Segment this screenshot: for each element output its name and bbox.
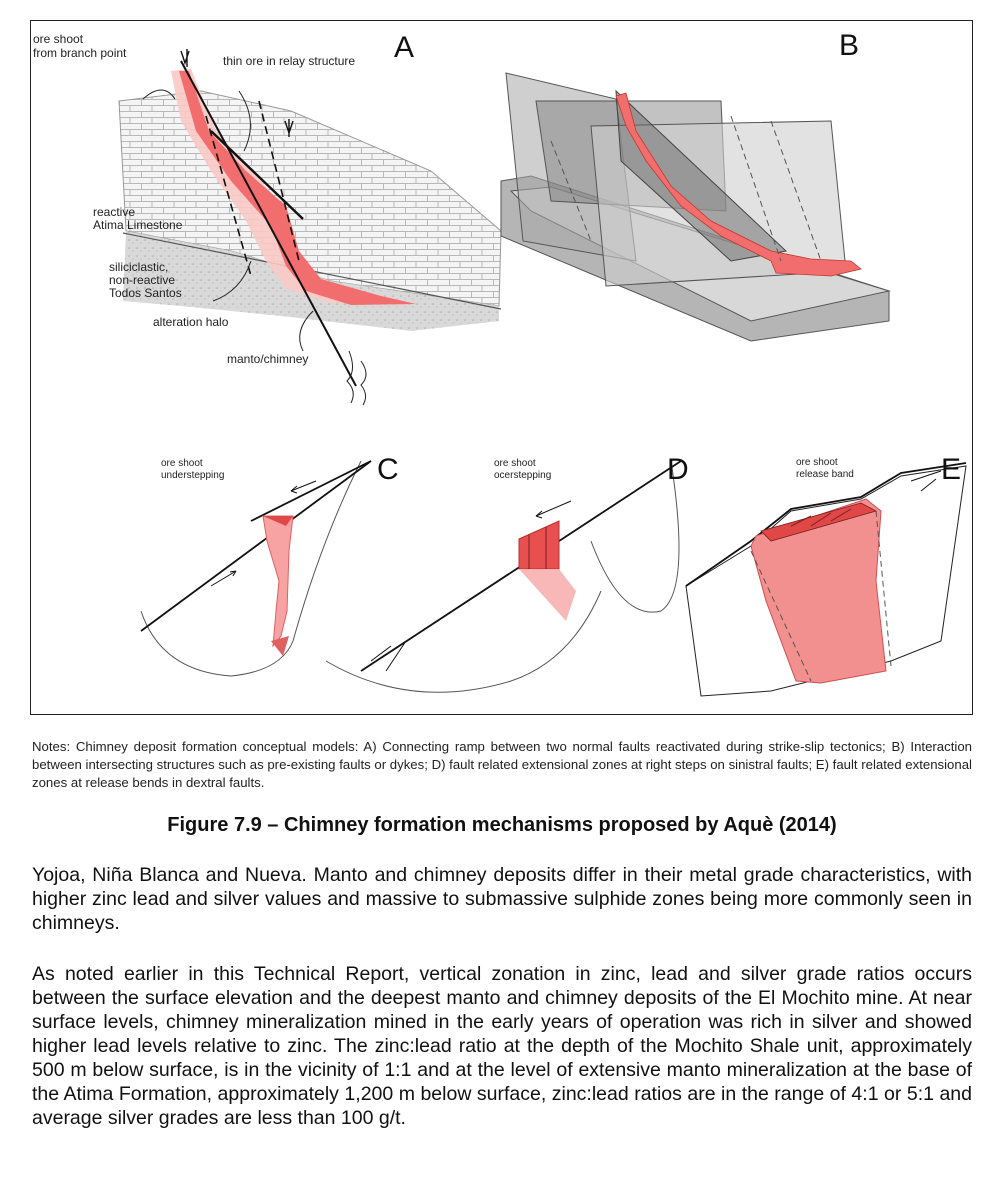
label-siliciclastic-1: siliciclastic,	[109, 260, 169, 274]
panel-letter-b: B	[839, 29, 860, 62]
ore-body-c	[263, 516, 293, 646]
panel-e	[686, 453, 966, 696]
label-d-1: ore shoot	[494, 458, 536, 469]
label-c-1: ore shoot	[161, 458, 203, 469]
label-siliciclastic-2: non-reactive	[109, 273, 176, 287]
panel-b	[501, 29, 889, 341]
panel-letter-c: C	[377, 453, 399, 486]
ore-body-d	[519, 521, 559, 569]
panel-letter-e: E	[941, 453, 962, 486]
label-c-2: understepping	[161, 470, 225, 481]
figure-frame	[30, 20, 973, 715]
label-e-1: ore shoot	[796, 457, 838, 468]
body-paragraph-1: Yojoa, Niña Blanca and Nueva. Manto and chimney deposits differ in their metal grade characteristics, with higher zinc lead and silver values and massive to submassive sulphide zones being more commonly seen in chimneys.	[32, 864, 972, 934]
label-siliciclastic-3: Todos Santos	[109, 286, 182, 300]
panel-letter-a: A	[394, 31, 415, 64]
panel-d	[326, 453, 689, 692]
panel-c	[141, 453, 399, 676]
figure-notes: Notes: Chimney deposit formation conceptual models: A) Connecting ramp between two normal faults reactivated during strike-slip tectonics; B) Interaction between intersecting structures such as pre-existing faults or dykes; D) fault related extensional zones at right steps on sinistral faults; E) fault related extensional zones at release bends in dextral faults.	[32, 739, 972, 790]
figure-caption: Figure 7.9 – Chimney formation mechanisms proposed by Aquè (2014)	[167, 814, 837, 836]
panel-letter-d: D	[667, 453, 689, 486]
label-e-2: release band	[796, 469, 854, 480]
panel-a	[33, 31, 501, 405]
label-ore-shoot-2: from branch point	[33, 46, 127, 60]
fault-c-main	[141, 461, 371, 631]
body-paragraph-2: As noted earlier in this Technical Report, vertical zonation in zinc, lead and silver grade ratios occurs between the surface elevation and the deepest manto and chimney deposits of the El Mochito mine. At near surface levels, chimney mineralization mined in the early years of operation was rich in silver and showed higher lead levels relative to zinc. The zinc:lead ratio at the depth of the Mochito Shale unit, approximately 500 m below surface, is in the vicinity of 1:1 and at the level of extensive manto mineralization at the base of the Atima Formation, approximately 1,200 m below surface, zinc:lead ratios are in the range of 4:1 or 5:1 and average silver grades are less than 100 g/t.	[32, 963, 972, 1129]
label-alteration-halo: alteration halo	[153, 315, 229, 329]
figure-illustration	[31, 21, 974, 716]
label-manto-chimney: manto/chimney	[227, 352, 309, 366]
label-reactive-2: Atima Limestone	[93, 218, 183, 232]
label-reactive-1: reactive	[93, 205, 136, 219]
label-thin-ore: thin ore in relay structure	[223, 54, 356, 68]
label-d-2: ocerstepping	[494, 470, 552, 481]
label-ore-shoot-1: ore shoot	[33, 32, 84, 46]
